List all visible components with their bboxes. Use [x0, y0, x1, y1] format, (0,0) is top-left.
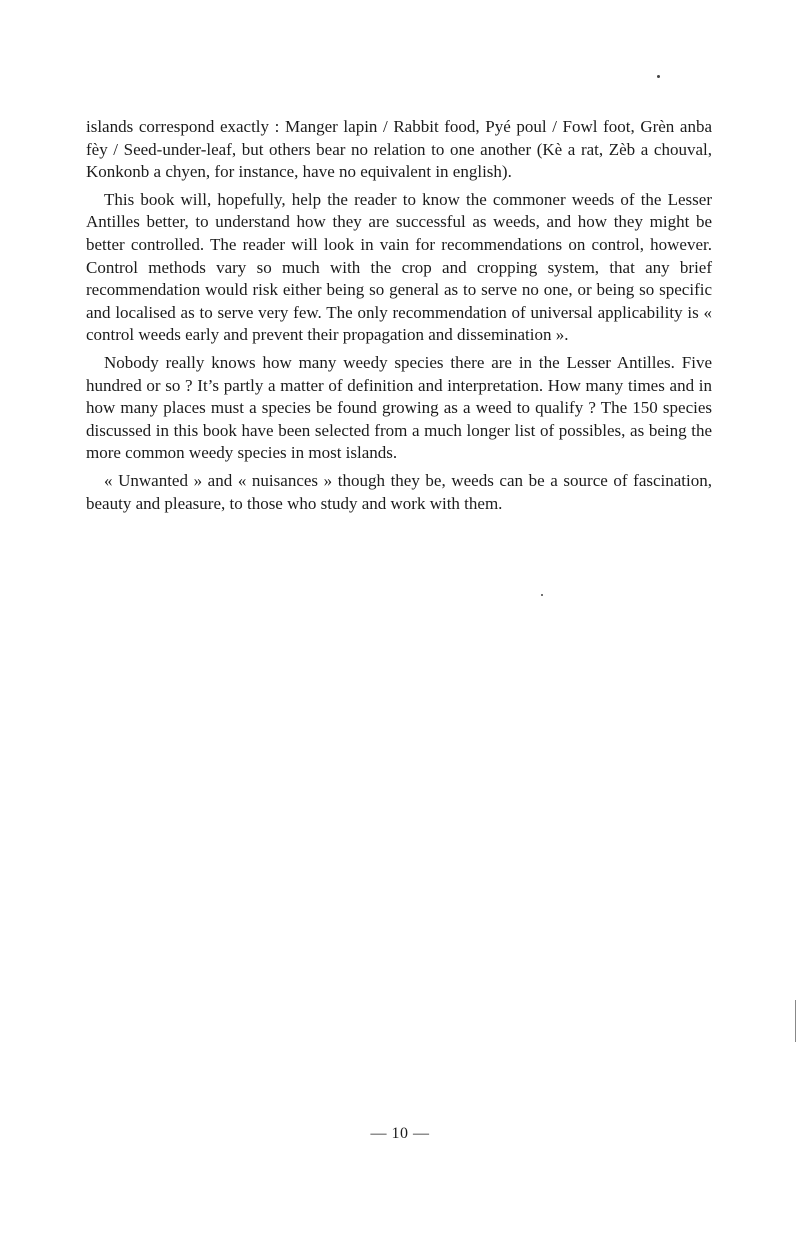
scan-speck [657, 75, 660, 78]
scan-edge-mark [795, 1000, 796, 1042]
scan-speck [541, 594, 543, 596]
page-number: — 10 — [370, 1125, 430, 1142]
paragraph-continuation: islands correspond exactly : Manger lapin / Rabbit food, Pyé poul / Fowl foot, Grèn anba fèy / Seed-under-leaf, but others bear no relation to one another (Kè a rat, Zèb a chouval, Konkonb a chyen, for instance, have no equivalent in english). [86, 117, 712, 182]
paragraph-conclusion: « Unwanted » and « nuisances » though they be, weeds can be a source of fascination, beauty and pleasure, to those who study and work with them. [86, 470, 712, 513]
paragraph-purpose: This book will, hopefully, help the reader to know the commoner weeds of the Lesser Antilles better, to understand how they are successful as weeds, and how they might be better controlled. The reader will look in vain for recommendations on control, however. Control methods vary so much with the crop and cropping system, that any brief recommendation would risk either being so general as to serve no one, or being so specific and localised as to serve very few. The only recommendation of universal applicability is « control weeds early and prevent their propagation and dissemination ». [86, 189, 712, 345]
body-text [86, 116, 712, 520]
paragraph-species-count: Nobody really knows how many weedy species there are in the Lesser Antilles. Five hundred or so ? It’s partly a matter of definition and interpretation. How many times and in how many places must a species be found growing as a weed to qualify ? The 150 species discussed in this book have been selected from a much longer list of possibles, as being the more common weedy species in most islands. [86, 352, 712, 463]
